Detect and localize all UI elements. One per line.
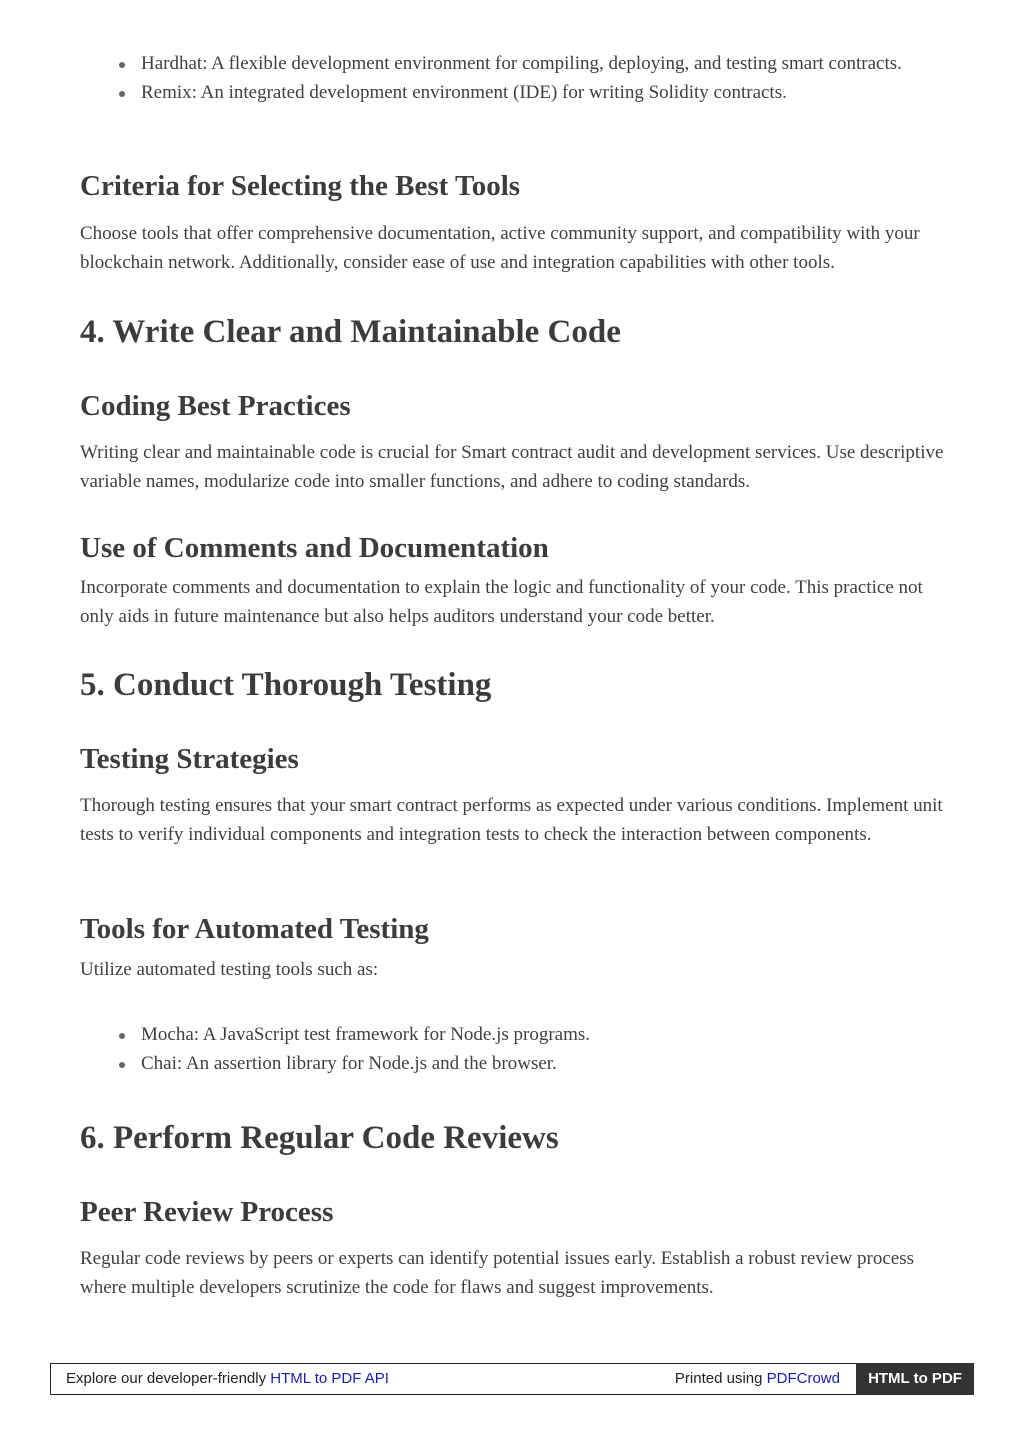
pdfcrowd-link[interactable]: PDFCrowd — [766, 1370, 840, 1387]
footer-explore — [66, 1370, 389, 1387]
list-item: Remix: An integrated development environment (IDE) for writing Solidity contracts. — [80, 79, 950, 108]
peer-review-paragraph: Regular code reviews by peers or experts can identify potential issues early. Establish a robust review process where multiple developers scrutinize the code for flaws and suggest improvements. — [80, 1248, 914, 1298]
coding-practices-heading: Coding Best Practices — [80, 390, 351, 422]
coding-practices-paragraph: Writing clear and maintainable code is crucial for Smart contract audit and development services. Use descriptive variable names, modularize code into smaller functions, and adhere to coding standards. — [80, 442, 944, 492]
footer-printed — [675, 1370, 840, 1387]
comments-paragraph: Incorporate comments and documentation to explain the logic and functionality of your code. This practice not only aids in future maintenance but also helps auditors understand your code better. — [80, 577, 923, 627]
list-item: Hardhat: A flexible development environment for compiling, deploying, and testing smart contracts. — [80, 50, 950, 79]
tools-list — [80, 50, 950, 107]
section-6-heading: 6. Perform Regular Code Reviews — [80, 1120, 559, 1156]
footer-explore-text: Explore our developer-friendly — [66, 1370, 271, 1387]
testing-strategies-heading: Testing Strategies — [80, 743, 299, 775]
testing-strategies-paragraph: Thorough testing ensures that your smart contract performs as expected under various conditions. Implement unit tests to verify individual components and integration tests to check the interaction between components. — [80, 795, 943, 845]
list-item: Chai: An assertion library for Node.js and the browser. — [80, 1050, 950, 1079]
html-to-pdf-api-link[interactable]: HTML to PDF API — [270, 1370, 389, 1387]
automated-testing-heading: Tools for Automated Testing — [80, 913, 429, 945]
criteria-paragraph: Choose tools that offer comprehensive documentation, active community support, and compatibility with your blockchain network. Additionally, consider ease of use and integration capabilities with other tools. — [80, 223, 920, 273]
testing-tools-list — [80, 1021, 950, 1078]
section-5-heading: 5. Conduct Thorough Testing — [80, 667, 492, 703]
pdfcrowd-footer — [50, 1363, 974, 1395]
list-item: Mocha: A JavaScript test framework for Node.js programs. — [80, 1021, 950, 1050]
automated-testing-paragraph: Utilize automated testing tools such as: — [80, 959, 379, 980]
footer-printed-text: Printed using — [674, 1370, 767, 1387]
comments-heading: Use of Comments and Documentation — [80, 532, 549, 564]
html-to-pdf-badge-button[interactable]: HTML to PDF — [856, 1363, 974, 1395]
peer-review-heading: Peer Review Process — [80, 1196, 334, 1228]
criteria-heading: Criteria for Selecting the Best Tools — [80, 170, 521, 202]
section-4-heading: 4. Write Clear and Maintainable Code — [80, 314, 621, 350]
